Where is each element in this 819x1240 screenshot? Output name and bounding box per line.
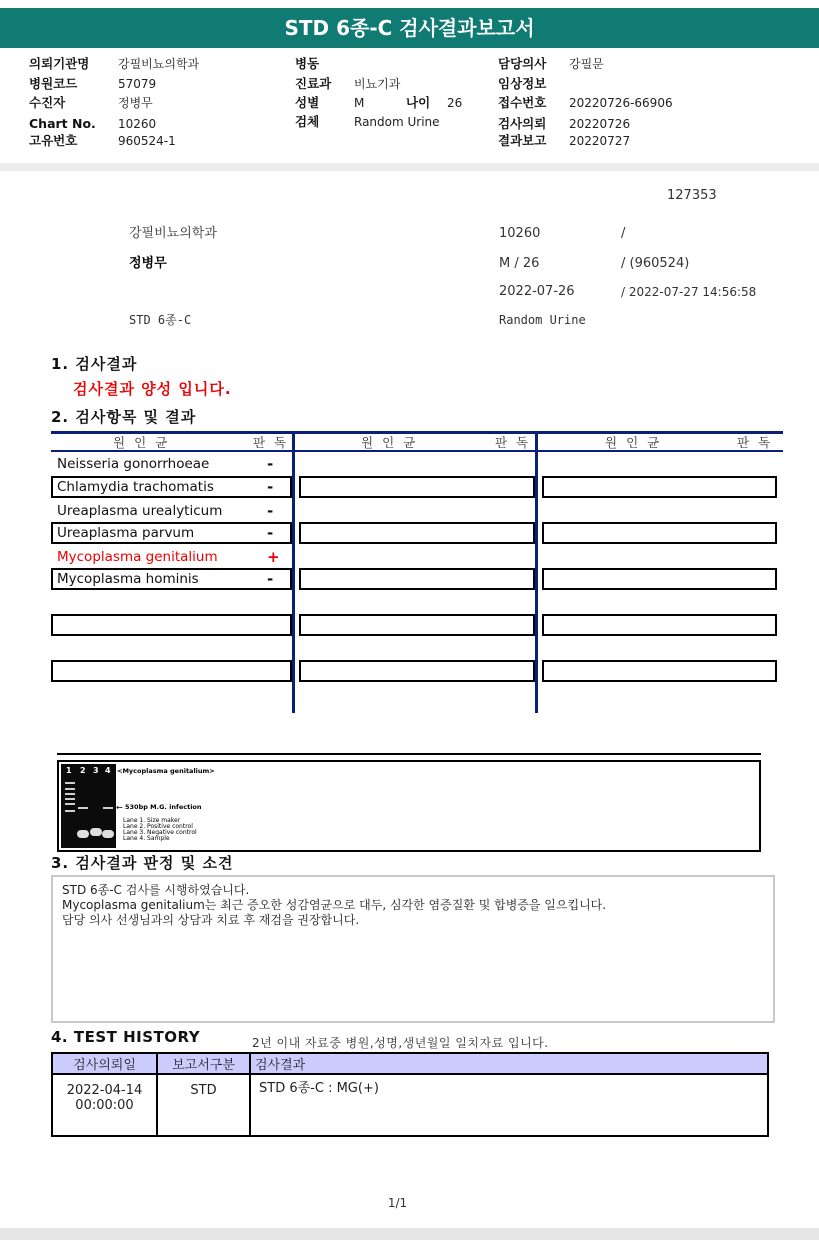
organism-result: -	[267, 455, 274, 473]
empty-result-box	[542, 476, 777, 498]
gel-legend-line: Lane 3. Negative control	[123, 829, 197, 836]
organism-name: Mycoplasma genitalium	[57, 549, 218, 565]
header-label-request-date: 검사의뢰	[498, 116, 547, 131]
meta-patient-name: 정병무	[129, 256, 167, 271]
organism-row	[51, 522, 292, 544]
empty-result-box	[299, 568, 535, 590]
gel-lane-label: 1	[66, 766, 72, 775]
ladder-band	[65, 798, 75, 800]
meta-hospital: 강필비뇨의학과	[129, 226, 217, 241]
ladder-band	[65, 803, 75, 805]
empty-result-box	[51, 660, 292, 682]
organism-row-positive	[51, 546, 292, 568]
section-1-title: 1. 검사결과	[51, 355, 138, 373]
gel-lane-label: 2	[80, 766, 86, 775]
header-value-specimen: Random Urine	[354, 115, 440, 129]
organism-row	[51, 568, 292, 590]
gel-title: <Mycoplasma genitalium>	[117, 767, 215, 775]
organism-name: Mycoplasma hominis	[57, 571, 199, 587]
history-note: 2년 이내 자료중 병원,성명,생년월일 일치자료 입니다.	[252, 1036, 549, 1050]
grid-header-judgment-1: 판독	[253, 435, 296, 450]
header-value-hospital-code: 57079	[118, 77, 157, 91]
table-row	[52, 1074, 768, 1136]
section-4-title: 4. TEST HISTORY	[51, 1028, 201, 1046]
page-number: 1/1	[387, 1196, 408, 1210]
viewer-bottom-strip	[0, 1228, 819, 1240]
ladder-band	[65, 788, 75, 790]
empty-result-box	[299, 660, 535, 682]
meta-request-date: 2022-07-26	[499, 284, 575, 299]
header-label-patient: 수진자	[29, 95, 66, 110]
header-value-request-date: 20220726	[569, 117, 631, 131]
header-label-ward: 병동	[295, 56, 320, 71]
meta-birth: / (960524)	[621, 256, 690, 271]
history-header-row	[52, 1053, 768, 1074]
history-time: 00:00:00	[75, 1098, 134, 1113]
empty-result-box	[542, 522, 777, 544]
empty-result-box	[299, 522, 535, 544]
report-code: 127353	[667, 188, 717, 203]
header-label-receipt-no: 접수번호	[498, 95, 547, 110]
header-value-doctor: 강필문	[569, 57, 604, 71]
header-label-unique-no: 고유번호	[29, 133, 78, 148]
gel-arrow-icon: ←	[116, 803, 123, 812]
header-label-chart-no: Chart No.	[29, 116, 96, 131]
meta-test-name: STD 6종-C	[129, 313, 192, 327]
header-label-clinical-info: 임상정보	[498, 76, 547, 91]
primer-dimer-band	[102, 830, 114, 838]
opinion-box	[51, 875, 775, 1023]
header-value-sex: M	[354, 96, 365, 110]
meta-report-datetime: / 2022-07-27 14:56:58	[621, 285, 757, 299]
opinion-line: STD 6종-C 검사를 시행하였습니다.	[62, 883, 250, 897]
empty-result-box	[542, 614, 777, 636]
empty-result-box	[542, 568, 777, 590]
result-grid-divider-2	[535, 431, 538, 713]
grid-header-pathogen-2: 원인균	[361, 435, 425, 450]
header-label-sex: 성별	[295, 95, 320, 110]
history-type: STD	[157, 1074, 250, 1136]
organism-result: -	[267, 570, 274, 588]
positive-result-message: 검사결과 양성 입니다.	[73, 380, 232, 398]
header-value-age: 26	[447, 96, 463, 110]
empty-result-box	[542, 660, 777, 682]
header-label-specimen: 검체	[295, 114, 320, 129]
grid-header-pathogen-3: 원인균	[605, 435, 669, 450]
opinion-line: Mycoplasma genitalium는 최근 증오한 성감염균으로 대두, 심각한 염증질환 및 합병증을 일으킵니다.	[62, 898, 607, 912]
empty-result-box	[51, 614, 292, 636]
header-label-age: 나이	[406, 95, 431, 110]
meta-slash: /	[621, 226, 626, 241]
primer-dimer-band	[77, 830, 89, 838]
organism-name: Neisseria gonorrhoeae	[57, 456, 210, 472]
header-value-institution: 강필비뇨의학과	[118, 57, 200, 71]
organism-row	[51, 453, 292, 475]
gel-electrophoresis-image	[61, 764, 116, 848]
organism-result: -	[267, 524, 274, 542]
header-value-department: 비뇨기과	[354, 77, 401, 91]
header-label-doctor: 담당의사	[498, 56, 547, 71]
history-date: 2022-04-14	[66, 1083, 143, 1098]
history-date-cell	[52, 1074, 157, 1136]
history-table	[51, 1052, 769, 1137]
meta-sex-age: M / 26	[499, 256, 540, 271]
empty-result-box	[299, 476, 535, 498]
ladder-band	[65, 793, 75, 795]
report-title: STD 6종-C 검사결과보고서	[0, 8, 819, 48]
grid-header-judgment-2: 판독	[495, 435, 538, 450]
gel-divider-line	[57, 753, 761, 755]
history-result: STD 6종-C : MG(+)	[250, 1074, 768, 1136]
opinion-line: 담당 의사 선생님과의 상담과 치료 후 재검을 권장합니다.	[62, 913, 360, 927]
header-label-report-date: 결과보고	[498, 133, 547, 148]
section-2-title: 2. 검사항목 및 결과	[51, 408, 197, 426]
section-3-title: 3. 검사결과 판정 및 소견	[51, 854, 234, 872]
organism-result-positive: +	[267, 548, 280, 566]
history-col-type: 보고서구분	[157, 1053, 250, 1074]
organism-result: -	[267, 502, 274, 520]
sample-band	[103, 807, 113, 809]
meta-specimen: Random Urine	[499, 313, 586, 327]
organism-result: -	[267, 478, 274, 496]
organism-name: Ureaplasma parvum	[57, 525, 195, 541]
gel-lane-label: 3	[93, 766, 99, 775]
history-col-result: 검사결과	[250, 1053, 768, 1074]
header-label-institution: 의뢰기관명	[29, 56, 90, 71]
grid-header-pathogen-1: 원인균	[113, 435, 177, 450]
header-label-hospital-code: 병원코드	[29, 76, 78, 91]
organism-row	[51, 500, 292, 522]
header-value-chart-no: 10260	[118, 117, 157, 131]
gel-legend-line: Lane 2. Positive control	[123, 823, 193, 830]
gel-legend-line: Lane 4. Sample	[123, 835, 170, 842]
header-label-department: 진료과	[295, 76, 332, 91]
header-value-patient: 정병무	[118, 96, 153, 110]
ladder-band	[65, 810, 75, 812]
gel-image-panel	[57, 760, 761, 852]
primer-dimer-band	[90, 828, 102, 836]
meta-chart-no: 10260	[499, 226, 541, 241]
grid-header-judgment-3: 판독	[737, 435, 780, 450]
organism-name: Chlamydia trachomatis	[57, 479, 214, 495]
result-grid-divider-1	[292, 431, 295, 713]
ladder-band	[65, 782, 75, 784]
gel-lane-label: 4	[105, 766, 111, 775]
organism-row	[51, 476, 292, 498]
header-value-report-date: 20220727	[569, 134, 631, 148]
header-divider	[0, 163, 819, 171]
header-value-receipt-no: 20220726-66906	[569, 96, 673, 110]
gel-legend-line: Lane 1. Size maker	[123, 817, 181, 824]
positive-control-band	[78, 807, 88, 809]
header-value-unique-no: 960524-1	[118, 134, 176, 148]
empty-result-box	[299, 614, 535, 636]
gel-band-label: 530bp M.G. infection	[125, 803, 202, 811]
organism-name: Ureaplasma urealyticum	[57, 503, 223, 519]
history-col-date: 검사의뢰일	[52, 1053, 157, 1074]
